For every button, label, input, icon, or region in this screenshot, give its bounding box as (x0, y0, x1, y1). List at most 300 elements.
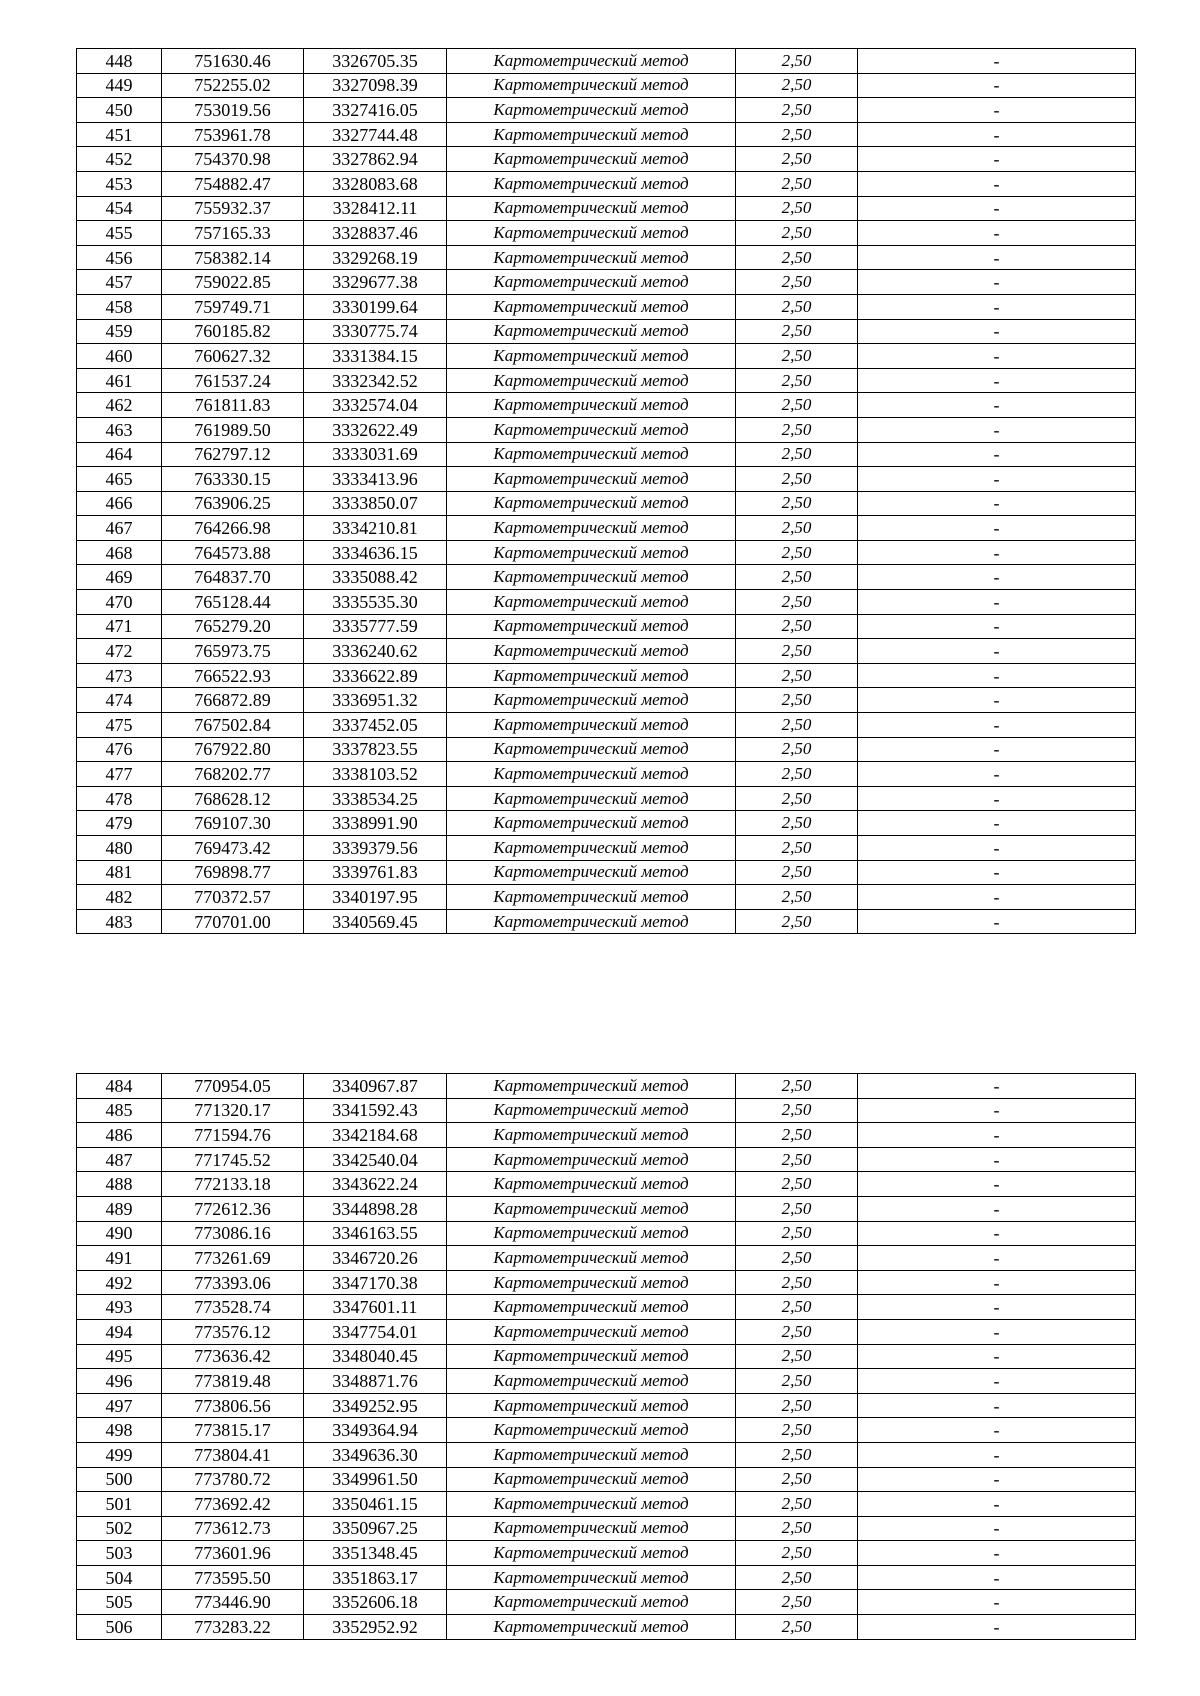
x-coordinate-cell: 773086.16 (162, 1221, 304, 1246)
x-coordinate-cell: 765279.20 (162, 614, 304, 639)
accuracy-cell: 2,50 (736, 1123, 858, 1148)
point-number-cell: 460 (77, 344, 162, 369)
method-cell: Картометрический метод (447, 147, 736, 172)
y-coordinate-cell: 3347170.38 (304, 1270, 447, 1295)
method-cell: Картометрический метод (447, 1270, 736, 1295)
table-row (77, 270, 1136, 295)
y-coordinate-cell: 3328412.11 (304, 196, 447, 221)
table-row (77, 1369, 1136, 1394)
accuracy-cell: 2,50 (736, 516, 858, 541)
note-cell: - (858, 1393, 1136, 1418)
method-cell: Картометрический метод (447, 368, 736, 393)
x-coordinate-cell: 773576.12 (162, 1319, 304, 1344)
y-coordinate-cell: 3342540.04 (304, 1147, 447, 1172)
note-cell: - (858, 1541, 1136, 1566)
y-coordinate-cell: 3340967.87 (304, 1074, 447, 1099)
accuracy-cell: 2,50 (736, 467, 858, 492)
table-row (77, 1270, 1136, 1295)
method-cell: Картометрический метод (447, 196, 736, 221)
accuracy-cell: 2,50 (736, 1074, 858, 1099)
y-coordinate-cell: 3344898.28 (304, 1196, 447, 1221)
table-row (77, 663, 1136, 688)
x-coordinate-cell: 754370.98 (162, 147, 304, 172)
x-coordinate-cell: 773528.74 (162, 1295, 304, 1320)
x-coordinate-cell: 768628.12 (162, 786, 304, 811)
y-coordinate-cell: 3333031.69 (304, 442, 447, 467)
note-cell: - (858, 1295, 1136, 1320)
method-cell: Картометрический метод (447, 417, 736, 442)
accuracy-cell: 2,50 (736, 393, 858, 418)
point-number-cell: 488 (77, 1172, 162, 1197)
note-cell: - (858, 368, 1136, 393)
x-coordinate-cell: 767502.84 (162, 713, 304, 738)
note-cell: - (858, 196, 1136, 221)
y-coordinate-cell: 3334636.15 (304, 540, 447, 565)
point-number-cell: 454 (77, 196, 162, 221)
y-coordinate-cell: 3333850.07 (304, 491, 447, 516)
note-cell: - (858, 1246, 1136, 1271)
accuracy-cell: 2,50 (736, 147, 858, 172)
method-cell: Картометрический метод (447, 663, 736, 688)
table-row (77, 245, 1136, 270)
y-coordinate-cell: 3351348.45 (304, 1541, 447, 1566)
accuracy-cell: 2,50 (736, 1172, 858, 1197)
point-number-cell: 477 (77, 762, 162, 787)
table-row (77, 1123, 1136, 1148)
y-coordinate-cell: 3338103.52 (304, 762, 447, 787)
x-coordinate-cell: 759022.85 (162, 270, 304, 295)
accuracy-cell: 2,50 (736, 1098, 858, 1123)
accuracy-cell: 2,50 (736, 1270, 858, 1295)
x-coordinate-cell: 764837.70 (162, 565, 304, 590)
point-number-cell: 487 (77, 1147, 162, 1172)
coordinates-table-1 (76, 48, 1136, 934)
accuracy-cell: 2,50 (736, 1467, 858, 1492)
point-number-cell: 452 (77, 147, 162, 172)
table-row (77, 122, 1136, 147)
y-coordinate-cell: 3327862.94 (304, 147, 447, 172)
note-cell: - (858, 565, 1136, 590)
table-row (77, 737, 1136, 762)
accuracy-cell: 2,50 (736, 491, 858, 516)
point-number-cell: 479 (77, 811, 162, 836)
method-cell: Картометрический метод (447, 1098, 736, 1123)
x-coordinate-cell: 755932.37 (162, 196, 304, 221)
point-number-cell: 503 (77, 1541, 162, 1566)
method-cell: Картометрический метод (447, 1147, 736, 1172)
table-row (77, 836, 1136, 861)
accuracy-cell: 2,50 (736, 565, 858, 590)
note-cell: - (858, 344, 1136, 369)
accuracy-cell: 2,50 (736, 762, 858, 787)
accuracy-cell: 2,50 (736, 98, 858, 123)
point-number-cell: 466 (77, 491, 162, 516)
note-cell: - (858, 639, 1136, 664)
accuracy-cell: 2,50 (736, 614, 858, 639)
note-cell: - (858, 98, 1136, 123)
accuracy-cell: 2,50 (736, 540, 858, 565)
point-number-cell: 463 (77, 417, 162, 442)
point-number-cell: 506 (77, 1615, 162, 1640)
note-cell: - (858, 1172, 1136, 1197)
table-row (77, 319, 1136, 344)
point-number-cell: 478 (77, 786, 162, 811)
point-number-cell: 485 (77, 1098, 162, 1123)
note-cell: - (858, 1098, 1136, 1123)
table-row (77, 1418, 1136, 1443)
x-coordinate-cell: 766872.89 (162, 688, 304, 713)
point-number-cell: 470 (77, 590, 162, 615)
y-coordinate-cell: 3341592.43 (304, 1098, 447, 1123)
table-row (77, 1565, 1136, 1590)
note-cell: - (858, 417, 1136, 442)
method-cell: Картометрический метод (447, 1074, 736, 1099)
y-coordinate-cell: 3336951.32 (304, 688, 447, 713)
x-coordinate-cell: 773601.96 (162, 1541, 304, 1566)
accuracy-cell: 2,50 (736, 1590, 858, 1615)
accuracy-cell: 2,50 (736, 1565, 858, 1590)
point-number-cell: 498 (77, 1418, 162, 1443)
point-number-cell: 496 (77, 1369, 162, 1394)
note-cell: - (858, 614, 1136, 639)
accuracy-cell: 2,50 (736, 1492, 858, 1517)
point-number-cell: 449 (77, 73, 162, 98)
accuracy-cell: 2,50 (736, 270, 858, 295)
method-cell: Картометрический метод (447, 713, 736, 738)
y-coordinate-cell: 3343622.24 (304, 1172, 447, 1197)
accuracy-cell: 2,50 (736, 836, 858, 861)
method-cell: Картометрический метод (447, 737, 736, 762)
method-cell: Картометрический метод (447, 639, 736, 664)
accuracy-cell: 2,50 (736, 1418, 858, 1443)
note-cell: - (858, 467, 1136, 492)
y-coordinate-cell: 3326705.35 (304, 49, 447, 74)
y-coordinate-cell: 3330199.64 (304, 294, 447, 319)
accuracy-cell: 2,50 (736, 909, 858, 934)
point-number-cell: 481 (77, 860, 162, 885)
table-row (77, 860, 1136, 885)
accuracy-cell: 2,50 (736, 811, 858, 836)
y-coordinate-cell: 3327098.39 (304, 73, 447, 98)
point-number-cell: 465 (77, 467, 162, 492)
note-cell: - (858, 1590, 1136, 1615)
method-cell: Картометрический метод (447, 1492, 736, 1517)
accuracy-cell: 2,50 (736, 639, 858, 664)
y-coordinate-cell: 3331384.15 (304, 344, 447, 369)
accuracy-cell: 2,50 (736, 1196, 858, 1221)
table-row (77, 368, 1136, 393)
method-cell: Картометрический метод (447, 1221, 736, 1246)
point-number-cell: 504 (77, 1565, 162, 1590)
note-cell: - (858, 1319, 1136, 1344)
method-cell: Картометрический метод (447, 1565, 736, 1590)
note-cell: - (858, 1467, 1136, 1492)
point-number-cell: 497 (77, 1393, 162, 1418)
point-number-cell: 450 (77, 98, 162, 123)
table-row (77, 811, 1136, 836)
point-number-cell: 458 (77, 294, 162, 319)
note-cell: - (858, 885, 1136, 910)
table-row (77, 467, 1136, 492)
method-cell: Картометрический метод (447, 294, 736, 319)
accuracy-cell: 2,50 (736, 442, 858, 467)
point-number-cell: 453 (77, 171, 162, 196)
table-row (77, 294, 1136, 319)
table-row (77, 1147, 1136, 1172)
point-number-cell: 486 (77, 1123, 162, 1148)
table-row (77, 1541, 1136, 1566)
accuracy-cell: 2,50 (736, 122, 858, 147)
accuracy-cell: 2,50 (736, 1516, 858, 1541)
note-cell: - (858, 737, 1136, 762)
accuracy-cell: 2,50 (736, 73, 858, 98)
x-coordinate-cell: 759749.71 (162, 294, 304, 319)
method-cell: Картометрический метод (447, 122, 736, 147)
y-coordinate-cell: 3346720.26 (304, 1246, 447, 1271)
table-row (77, 540, 1136, 565)
method-cell: Картометрический метод (447, 393, 736, 418)
y-coordinate-cell: 3347754.01 (304, 1319, 447, 1344)
note-cell: - (858, 270, 1136, 295)
note-cell: - (858, 1565, 1136, 1590)
method-cell: Картометрический метод (447, 565, 736, 590)
table-row (77, 1492, 1136, 1517)
method-cell: Картометрический метод (447, 909, 736, 934)
point-number-cell: 502 (77, 1516, 162, 1541)
accuracy-cell: 2,50 (736, 1541, 858, 1566)
point-number-cell: 483 (77, 909, 162, 934)
note-cell: - (858, 319, 1136, 344)
method-cell: Картометрический метод (447, 1344, 736, 1369)
note-cell: - (858, 1196, 1136, 1221)
accuracy-cell: 2,50 (736, 860, 858, 885)
accuracy-cell: 2,50 (736, 196, 858, 221)
method-cell: Картометрический метод (447, 762, 736, 787)
x-coordinate-cell: 771745.52 (162, 1147, 304, 1172)
point-number-cell: 473 (77, 663, 162, 688)
y-coordinate-cell: 3350967.25 (304, 1516, 447, 1541)
accuracy-cell: 2,50 (736, 319, 858, 344)
point-number-cell: 462 (77, 393, 162, 418)
table-row (77, 196, 1136, 221)
note-cell: - (858, 1492, 1136, 1517)
note-cell: - (858, 811, 1136, 836)
point-number-cell: 461 (77, 368, 162, 393)
y-coordinate-cell: 3351863.17 (304, 1565, 447, 1590)
method-cell: Картометрический метод (447, 688, 736, 713)
x-coordinate-cell: 765973.75 (162, 639, 304, 664)
x-coordinate-cell: 772133.18 (162, 1172, 304, 1197)
table-row (77, 1393, 1136, 1418)
table-row (77, 590, 1136, 615)
accuracy-cell: 2,50 (736, 1344, 858, 1369)
table-row (77, 73, 1136, 98)
accuracy-cell: 2,50 (736, 245, 858, 270)
y-coordinate-cell: 3338534.25 (304, 786, 447, 811)
accuracy-cell: 2,50 (736, 1369, 858, 1394)
accuracy-cell: 2,50 (736, 1295, 858, 1320)
y-coordinate-cell: 3327416.05 (304, 98, 447, 123)
table-row (77, 565, 1136, 590)
note-cell: - (858, 1344, 1136, 1369)
point-number-cell: 500 (77, 1467, 162, 1492)
accuracy-cell: 2,50 (736, 885, 858, 910)
note-cell: - (858, 147, 1136, 172)
table-row (77, 1442, 1136, 1467)
y-coordinate-cell: 3339761.83 (304, 860, 447, 885)
method-cell: Картометрический метод (447, 442, 736, 467)
note-cell: - (858, 171, 1136, 196)
note-cell: - (858, 762, 1136, 787)
x-coordinate-cell: 773780.72 (162, 1467, 304, 1492)
y-coordinate-cell: 3335088.42 (304, 565, 447, 590)
method-cell: Картометрический метод (447, 1295, 736, 1320)
point-number-cell: 499 (77, 1442, 162, 1467)
x-coordinate-cell: 773283.22 (162, 1615, 304, 1640)
y-coordinate-cell: 3346163.55 (304, 1221, 447, 1246)
accuracy-cell: 2,50 (736, 590, 858, 615)
method-cell: Картометрический метод (447, 1393, 736, 1418)
y-coordinate-cell: 3349364.94 (304, 1418, 447, 1443)
y-coordinate-cell: 3332622.49 (304, 417, 447, 442)
note-cell: - (858, 1123, 1136, 1148)
accuracy-cell: 2,50 (736, 1615, 858, 1640)
y-coordinate-cell: 3352606.18 (304, 1590, 447, 1615)
method-cell: Картометрический метод (447, 614, 736, 639)
table-row (77, 885, 1136, 910)
table-row (77, 171, 1136, 196)
x-coordinate-cell: 762797.12 (162, 442, 304, 467)
x-coordinate-cell: 757165.33 (162, 221, 304, 246)
y-coordinate-cell: 3335535.30 (304, 590, 447, 615)
table-row (77, 1246, 1136, 1271)
table-row (77, 1196, 1136, 1221)
note-cell: - (858, 1418, 1136, 1443)
x-coordinate-cell: 773393.06 (162, 1270, 304, 1295)
accuracy-cell: 2,50 (736, 1393, 858, 1418)
method-cell: Картометрический метод (447, 1369, 736, 1394)
x-coordinate-cell: 773692.42 (162, 1492, 304, 1517)
method-cell: Картометрический метод (447, 1516, 736, 1541)
x-coordinate-cell: 764573.88 (162, 540, 304, 565)
x-coordinate-cell: 769473.42 (162, 836, 304, 861)
table-row (77, 98, 1136, 123)
point-number-cell: 459 (77, 319, 162, 344)
y-coordinate-cell: 3337452.05 (304, 713, 447, 738)
y-coordinate-cell: 3333413.96 (304, 467, 447, 492)
point-number-cell: 472 (77, 639, 162, 664)
accuracy-cell: 2,50 (736, 368, 858, 393)
table-row (77, 393, 1136, 418)
note-cell: - (858, 1074, 1136, 1099)
accuracy-cell: 2,50 (736, 737, 858, 762)
accuracy-cell: 2,50 (736, 1221, 858, 1246)
table-row (77, 1590, 1136, 1615)
accuracy-cell: 2,50 (736, 171, 858, 196)
point-number-cell: 495 (77, 1344, 162, 1369)
method-cell: Картометрический метод (447, 1615, 736, 1640)
x-coordinate-cell: 769898.77 (162, 860, 304, 885)
coordinates-table-2 (76, 1073, 1136, 1640)
note-cell: - (858, 1615, 1136, 1640)
point-number-cell: 490 (77, 1221, 162, 1246)
note-cell: - (858, 294, 1136, 319)
note-cell: - (858, 688, 1136, 713)
table-row (77, 1516, 1136, 1541)
method-cell: Картометрический метод (447, 786, 736, 811)
note-cell: - (858, 491, 1136, 516)
point-number-cell: 505 (77, 1590, 162, 1615)
accuracy-cell: 2,50 (736, 713, 858, 738)
table-row (77, 1221, 1136, 1246)
method-cell: Картометрический метод (447, 491, 736, 516)
point-number-cell: 476 (77, 737, 162, 762)
y-coordinate-cell: 3337823.55 (304, 737, 447, 762)
note-cell: - (858, 49, 1136, 74)
x-coordinate-cell: 773819.48 (162, 1369, 304, 1394)
method-cell: Картометрический метод (447, 1467, 736, 1492)
x-coordinate-cell: 773815.17 (162, 1418, 304, 1443)
point-number-cell: 468 (77, 540, 162, 565)
x-coordinate-cell: 773595.50 (162, 1565, 304, 1590)
accuracy-cell: 2,50 (736, 1319, 858, 1344)
y-coordinate-cell: 3349252.95 (304, 1393, 447, 1418)
point-number-cell: 451 (77, 122, 162, 147)
x-coordinate-cell: 770372.57 (162, 885, 304, 910)
note-cell: - (858, 663, 1136, 688)
y-coordinate-cell: 3350461.15 (304, 1492, 447, 1517)
point-number-cell: 448 (77, 49, 162, 74)
table-row (77, 417, 1136, 442)
method-cell: Картометрический метод (447, 467, 736, 492)
y-coordinate-cell: 3349636.30 (304, 1442, 447, 1467)
note-cell: - (858, 1516, 1136, 1541)
table-row (77, 639, 1136, 664)
table-row (77, 713, 1136, 738)
y-coordinate-cell: 3348871.76 (304, 1369, 447, 1394)
point-number-cell: 494 (77, 1319, 162, 1344)
point-number-cell: 492 (77, 1270, 162, 1295)
table-row (77, 762, 1136, 787)
table-row (77, 1467, 1136, 1492)
method-cell: Картометрический метод (447, 1172, 736, 1197)
point-number-cell: 464 (77, 442, 162, 467)
x-coordinate-cell: 753961.78 (162, 122, 304, 147)
x-coordinate-cell: 764266.98 (162, 516, 304, 541)
table-row (77, 221, 1136, 246)
method-cell: Картометрический метод (447, 1246, 736, 1271)
y-coordinate-cell: 3332342.52 (304, 368, 447, 393)
x-coordinate-cell: 773806.56 (162, 1393, 304, 1418)
method-cell: Картометрический метод (447, 270, 736, 295)
method-cell: Картометрический метод (447, 590, 736, 615)
note-cell: - (858, 1147, 1136, 1172)
table-row (77, 442, 1136, 467)
note-cell: - (858, 1221, 1136, 1246)
point-number-cell: 501 (77, 1492, 162, 1517)
y-coordinate-cell: 3329268.19 (304, 245, 447, 270)
y-coordinate-cell: 3329677.38 (304, 270, 447, 295)
y-coordinate-cell: 3327744.48 (304, 122, 447, 147)
x-coordinate-cell: 761811.83 (162, 393, 304, 418)
point-number-cell: 471 (77, 614, 162, 639)
x-coordinate-cell: 773804.41 (162, 1442, 304, 1467)
method-cell: Картометрический метод (447, 245, 736, 270)
y-coordinate-cell: 3340197.95 (304, 885, 447, 910)
note-cell: - (858, 860, 1136, 885)
table-row (77, 1615, 1136, 1640)
table-row (77, 1295, 1136, 1320)
